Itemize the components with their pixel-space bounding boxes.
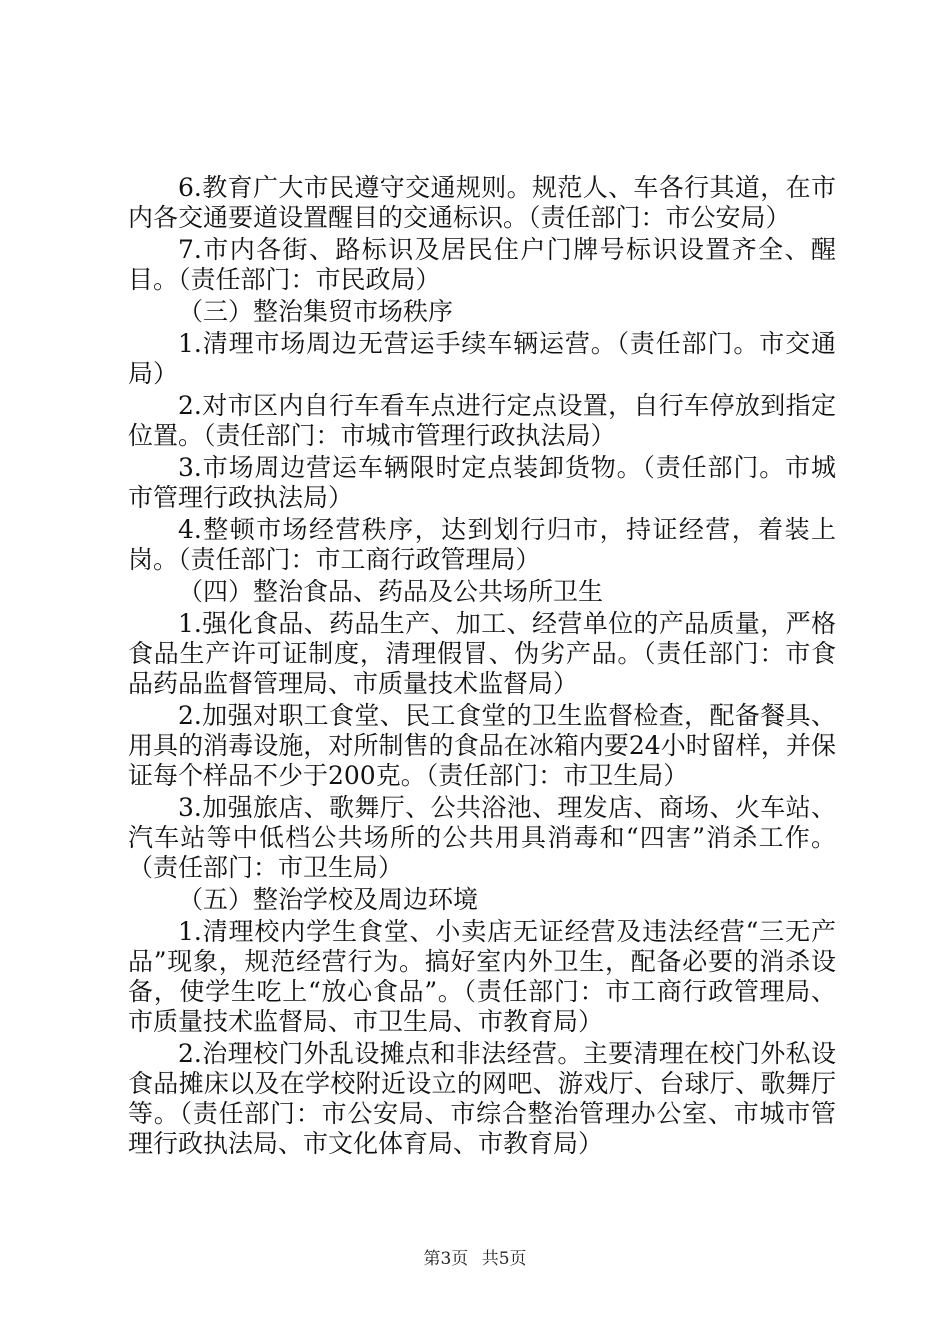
paragraph: 7.市内各街、路标识及居民住户门牌号标识设置齐全、醒目。（责任部门：市民政局）: [128, 235, 836, 294]
paragraph: 6.教育广大市民遵守交通规则。规范人、车各行其道，在市内各交通要道设置醒目的交通标识。（责任部门：市公安局）: [128, 173, 836, 232]
paragraph: 3.市场周边营运车辆限时定点装卸货物。（责任部门。市城市管理行政执法局）: [128, 453, 836, 512]
section-heading: （五）整治学校及周边环境: [178, 885, 479, 914]
paragraph: 3.加强旅店、歌舞厅、公共浴池、理发店、商场、火车站、汽车站等中低档公共场所的公共用具消毒和“四害”消杀工作。（责任部门：市卫生局）: [128, 793, 836, 882]
page-footer: [0, 1244, 950, 1269]
paragraph: 4.整顿市场经营秩序，达到划行归市，持证经营，着装上岗。（责任部门：市工商行政管理局）: [128, 515, 836, 574]
page-total: 共5页: [481, 1249, 527, 1269]
section-heading: （四）整治食品、药品及公共场所卫生: [178, 577, 604, 606]
paragraph: 1.清理市场周边无营运手续车辆运营。（责任部门。市交通局）: [128, 329, 836, 388]
paragraph: 2.加强对职工食堂、民工食堂的卫生监督检查，配备餐具、用具的消毒设施，对所制售的食品在冰箱内要24小时留样，并保证每个样品不少于200克。（责任部门：市卫生局）: [128, 701, 836, 790]
paragraph: 2.治理校门外乱设摊点和非法经营。主要清理在校门外私设食品摊床以及在学校附近设立的网吧、游戏厅、台球厅、歌舞厅等。（责任部门：市公安局、市综合整治管理办公室、市城市管理行政执法局、市文化体育局、市教育局）: [128, 1039, 836, 1158]
page-number: 第3页: [423, 1249, 469, 1269]
paragraph: 2.对市区内自行车看车点进行定点设置，自行车停放到指定位置。（责任部门：市城市管理行政执法局）: [128, 391, 836, 450]
section-heading: （三）整治集贸市场秩序: [178, 297, 454, 326]
paragraph: 1.清理校内学生食堂、小卖店无证经营及违法经营“三无产品”现象，规范经营行为。搞好室内外卫生，配备必要的消杀设备，使学生吃上“放心食品”。（责任部门：市工商行政管理局、市质量技术监督局、市卫生局、市教育局）: [128, 917, 836, 1036]
paragraph: 1.强化食品、药品生产、加工、经营单位的产品质量，严格食品生产许可证制度，清理假冒、伪劣产品。（责任部门：市食品药品监督管理局、市质量技术监督局）: [128, 609, 836, 698]
document-body: [128, 173, 836, 1161]
